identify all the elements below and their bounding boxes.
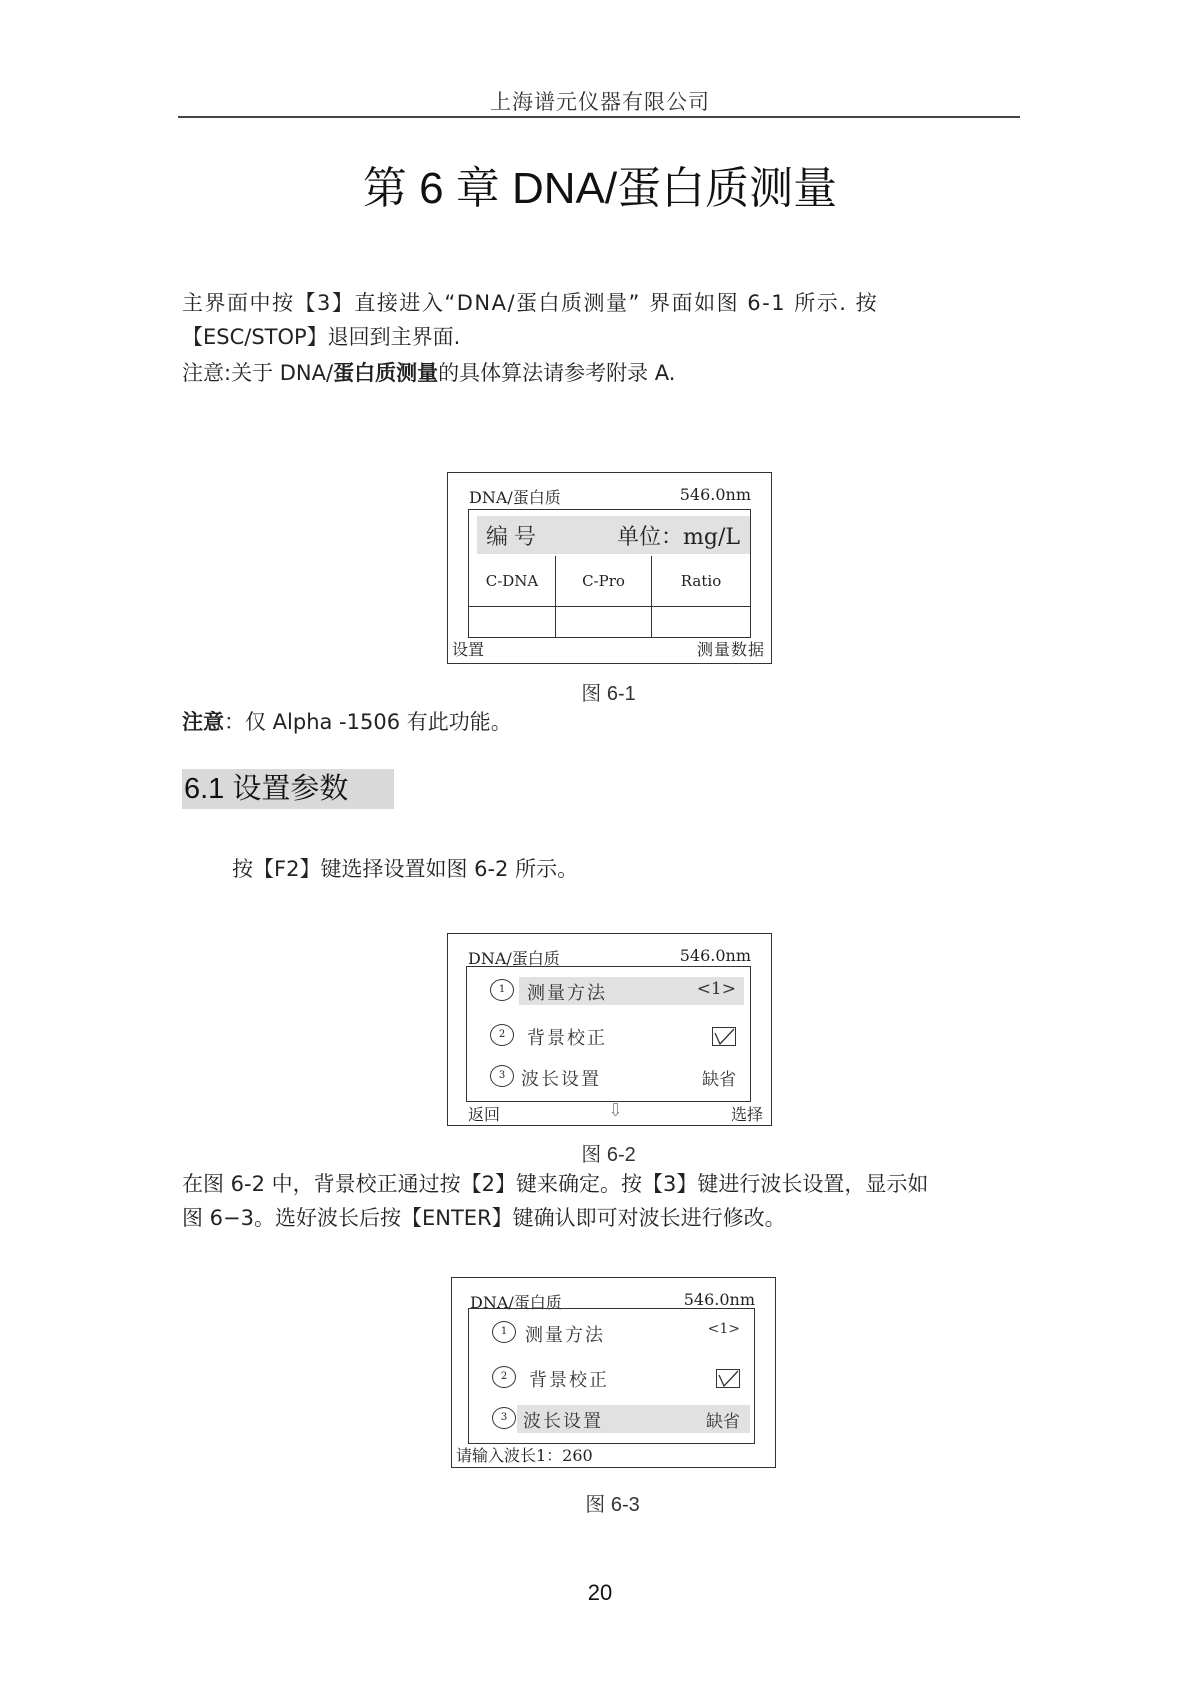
menu-item-wavelength-setting — [469, 1405, 754, 1433]
item-label: 测量方法 — [525, 1325, 605, 1346]
item-number-badge: 2 — [490, 1024, 514, 1046]
item-label: 背景校正 — [527, 1028, 607, 1049]
item-number-badge: 2 — [492, 1366, 516, 1388]
checkbox-checked-icon — [712, 1027, 736, 1046]
screen-table-frame — [468, 509, 751, 638]
value-c-dna — [469, 607, 556, 637]
intro-note-bold: 蛋白质测量 — [333, 361, 439, 385]
softkey-settings: 设置 — [452, 640, 485, 659]
item-label: 波长设置 — [521, 1069, 601, 1090]
chapter-title: 第 6 章 DNA/蛋白质测量 — [362, 164, 838, 213]
wavelength-instructions-line-2: 图 6−3。选好波长后按【ENTER】键确认即可对波长进行修改。 — [182, 1206, 786, 1230]
settings-menu-frame — [468, 1308, 755, 1444]
down-arrow-icon: ⇩ — [608, 1100, 624, 1121]
item-value: <1> — [696, 979, 736, 999]
intro-note — [182, 356, 1012, 390]
section-heading-6-1: 6.1 设置参数 — [184, 773, 349, 805]
figure-6-2-caption: 图 6-2 — [581, 1144, 636, 1166]
settings-menu-frame — [466, 966, 751, 1102]
id-label: 编号 — [486, 525, 543, 550]
screen-title: DNA/蛋白质 — [470, 1293, 562, 1312]
value-c-pro — [556, 607, 652, 637]
screen-title: DNA/蛋白质 — [469, 488, 561, 507]
column-header-c-dna: C-DNA — [469, 556, 556, 607]
unit-label: 单位：mg/L — [617, 525, 740, 550]
menu-item-wavelength-setting — [467, 1063, 750, 1091]
checkbox-checked-icon — [716, 1369, 740, 1388]
screen-wavelength: 546.0nm — [683, 1290, 755, 1309]
menu-item-background-correction — [467, 1022, 750, 1050]
item-number-badge: 3 — [490, 1065, 514, 1087]
alpha-note-text: ：仅 Alpha -1506 有此功能。 — [224, 710, 512, 734]
menu-item-measure-method — [469, 1319, 754, 1347]
item-value: 缺省 — [706, 1412, 740, 1432]
page-number: 20 — [587, 1580, 613, 1605]
item-number-badge: 3 — [492, 1407, 516, 1429]
intro-note-suffix: 的具体算法请参考附录 A. — [438, 361, 676, 385]
item-label: 背景校正 — [529, 1370, 609, 1391]
result-table — [469, 556, 750, 637]
wavelength-input-prompt: 请输入波长1：260 — [456, 1446, 593, 1465]
softkey-measure-data: 测量数据 — [696, 640, 765, 659]
screen-wavelength: 546.0nm — [679, 485, 751, 504]
column-header-c-pro: C-Pro — [556, 556, 652, 607]
section-6-1-instruction: 按【F2】键选择设置如图 6-2 所示。 — [232, 857, 579, 881]
softkey-select: 选择 — [730, 1105, 763, 1124]
alpha-note-prefix: 注意 — [182, 710, 224, 734]
screen-wavelength: 546.0nm — [679, 946, 751, 965]
figure-6-1-caption: 图 6-1 — [581, 683, 636, 705]
intro-line-2: 【ESC/STOP】退回到主界面. — [182, 325, 461, 349]
intro-line-1: 主界面中按【3】直接进入“DNA/蛋白质测量” 界面如图 6-1 所示. 按 — [182, 291, 879, 315]
alpha-note — [182, 705, 1012, 739]
item-label: 波长设置 — [523, 1411, 603, 1432]
menu-item-measure-method — [467, 977, 750, 1005]
item-value: <1> — [707, 1321, 740, 1337]
item-number-badge: 1 — [492, 1321, 516, 1343]
figure-6-1-screen — [447, 472, 772, 664]
screen-title: DNA/蛋白质 — [468, 949, 560, 968]
column-header-ratio: Ratio — [652, 556, 750, 607]
value-ratio — [652, 607, 750, 637]
item-value: 缺省 — [702, 1070, 736, 1090]
page-header-company: 上海谱元仪器有限公司 — [490, 90, 710, 114]
figure-6-3-screen — [451, 1277, 776, 1468]
softkey-back: 返回 — [468, 1105, 501, 1124]
wavelength-instructions-line-1: 在图 6-2 中，背景校正通过按【2】键来确定。按【3】键进行波长设置，显示如 — [182, 1172, 929, 1196]
figure-6-2-screen — [447, 933, 772, 1126]
figure-6-3-caption: 图 6-3 — [585, 1494, 640, 1516]
intro-note-prefix: 注意:关于 DNA/ — [182, 361, 334, 385]
item-label: 测量方法 — [527, 983, 607, 1004]
menu-item-background-correction — [469, 1364, 754, 1392]
item-number-badge: 1 — [490, 979, 514, 1001]
header-band — [477, 516, 750, 554]
header-divider — [178, 116, 1020, 118]
